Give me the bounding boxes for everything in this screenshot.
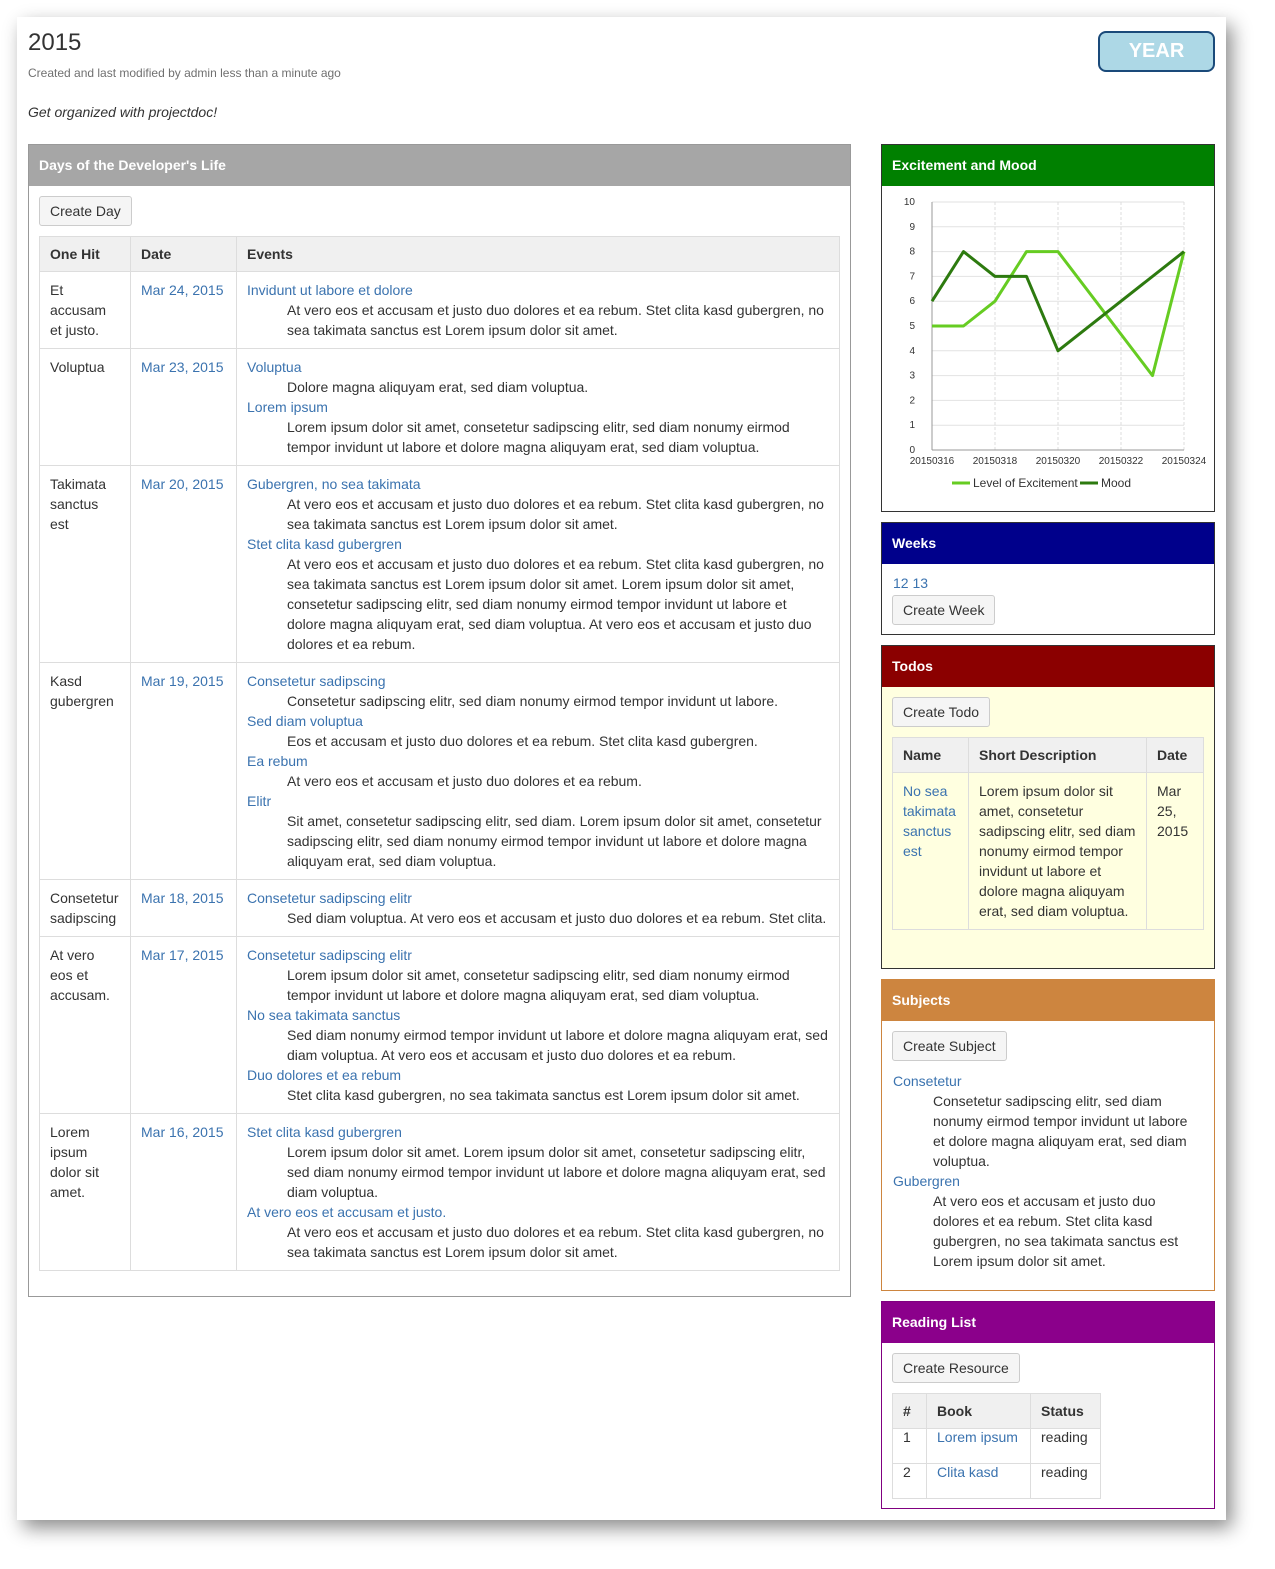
days-panel: [28, 144, 851, 1297]
y-tick-label: 5: [909, 321, 915, 332]
event-description: At vero eos et accusam et justo duo dolores et ea rebum. Stet clita kasd gubergren, no sea takimata sanctus est Lorem ipsum dolor sit amet.: [287, 302, 824, 338]
todo-name-link[interactable]: No sea takimata sanctus est: [903, 783, 956, 859]
event-description: Eos et accusam et justo duo dolores et ea rebum. Stet clita kasd gubergren.: [287, 733, 758, 749]
legend-label: Level of Excitement: [973, 476, 1078, 490]
table-row: [893, 773, 1204, 930]
one-hit-cell: Voluptua: [40, 349, 131, 466]
event-link[interactable]: Consetetur sadipscing elitr: [247, 947, 412, 963]
one-hit-cell: Lorem ipsum dolor sit amet.: [40, 1114, 131, 1271]
date-cell: [131, 1114, 237, 1271]
date-cell: [131, 880, 237, 937]
mood-chart: [882, 186, 1214, 511]
date-cell: [131, 349, 237, 466]
date-cell: [131, 663, 237, 880]
day-link[interactable]: Mar 16, 2015: [141, 1124, 224, 1140]
reading-panel: [881, 1301, 1215, 1509]
event-link[interactable]: Stet clita kasd gubergren: [247, 536, 402, 552]
y-tick-label: 4: [909, 345, 915, 357]
event-link[interactable]: Ea rebum: [247, 753, 308, 769]
event-link[interactable]: Sed diam voluptua: [247, 713, 363, 729]
y-tick-label: 6: [909, 296, 915, 308]
subject-description: Consetetur sadipscing elitr, sed diam nonumy eirmod tempor invidunt ut labore et dolore magna aliquyam erat, sed diam voluptua.: [933, 1093, 1188, 1169]
event-link[interactable]: Invidunt ut labore et dolore: [247, 282, 413, 298]
create-day-button[interactable]: Create Day: [39, 196, 132, 226]
create-subject-button[interactable]: Create Subject: [892, 1031, 1007, 1061]
create-todo-button[interactable]: Create Todo: [892, 697, 990, 727]
column-header-one-hit[interactable]: One Hit: [40, 237, 131, 272]
column-header-date[interactable]: Date: [131, 237, 237, 272]
table-row: [893, 1464, 1101, 1499]
y-tick-label: 9: [909, 221, 915, 233]
reading-row-number: 1: [893, 1429, 927, 1464]
event-description: At vero eos et accusam et justo duo dolores et ea rebum. Stet clita kasd gubergren, no sea takimata sanctus est Lorem ipsum dolor sit amet.: [287, 1224, 824, 1260]
events-cell: [237, 880, 840, 937]
event-description: At vero eos et accusam et justo duo dolores et ea rebum.: [287, 773, 642, 789]
table-row: [40, 349, 840, 466]
event-description: Lorem ipsum dolor sit amet. Lorem ipsum dolor sit amet, consetetur sadipscing elitr, sed diam nonumy eirmod tempor invidunt ut labore et dolore magna aliquyam erat, sed diam voluptua.: [287, 1144, 826, 1200]
reading-status: reading: [1031, 1464, 1101, 1499]
events-cell: [237, 1114, 840, 1271]
x-tick-label: 20150322: [1098, 456, 1144, 467]
weeks-panel-heading: Weeks: [882, 523, 1214, 564]
day-link[interactable]: Mar 17, 2015: [141, 947, 224, 963]
column-header-events[interactable]: Events: [237, 237, 840, 272]
x-tick-label: 20150316: [909, 456, 955, 467]
week-link[interactable]: 12: [893, 575, 909, 591]
table-row: [40, 466, 840, 663]
event-link[interactable]: Lorem ipsum: [247, 399, 328, 415]
weeks-panel: [881, 522, 1215, 635]
book-link[interactable]: Lorem ipsum: [937, 1429, 1018, 1445]
column-header-date[interactable]: Date: [1147, 738, 1204, 773]
todos-panel: [881, 645, 1215, 969]
day-link[interactable]: Mar 23, 2015: [141, 359, 224, 375]
todo-description: Lorem ipsum dolor sit amet, consetetur sadipscing elitr, sed diam nonumy eirmod tempor invidunt ut labore et dolore magna aliquyam erat, sed diam voluptua.: [969, 773, 1147, 930]
todos-table: [892, 737, 1204, 930]
event-description: Sed diam nonumy eirmod tempor invidunt ut labore et dolore magna aliquyam erat, sed diam voluptua. At vero eos et accusam et justo duo dolores et ea rebum.: [287, 1027, 828, 1063]
event-description: Consetetur sadipscing elitr, sed diam nonumy eirmod tempor invidunt ut labore.: [287, 693, 779, 709]
table-row: [40, 272, 840, 349]
page-tagline: Get organized with projectdoc!: [28, 104, 218, 120]
todo-date: Mar 25, 2015: [1147, 773, 1204, 930]
one-hit-cell: Kasd gubergren: [40, 663, 131, 880]
column-header-name[interactable]: Name: [893, 738, 969, 773]
y-tick-label: 8: [909, 246, 915, 258]
events-cell: [237, 349, 840, 466]
doctype-badge: YEAR: [1098, 31, 1215, 72]
event-description: Stet clita kasd gubergren, no sea takimata sanctus est Lorem ipsum dolor sit amet.: [287, 1087, 800, 1103]
event-description: At vero eos et accusam et justo duo dolores et ea rebum. Stet clita kasd gubergren, no sea takimata sanctus est Lorem ipsum dolor sit amet. Lorem ipsum dolor sit amet, consetetur sadipscing elitr, sed diam nonumy eirmod tempor invidunt ut labore et dolore magna aliquyam erat, sed diam voluptua. At vero eos et accusam et justo duo dolores et ea rebum.: [287, 556, 824, 652]
week-link[interactable]: 13: [912, 575, 929, 591]
event-link[interactable]: Elitr: [247, 793, 272, 809]
event-description: Lorem ipsum dolor sit amet, consetetur sadipscing elitr, sed diam nonumy eirmod tempor invidunt ut labore et dolore magna aliquyam erat, sed diam voluptua.: [287, 419, 790, 455]
one-hit-cell: Takimata sanctus est: [40, 466, 131, 663]
event-link[interactable]: Gubergren, no sea takimata: [247, 476, 421, 492]
table-row: [40, 937, 840, 1114]
create-week-button[interactable]: Create Week: [892, 595, 995, 625]
day-link[interactable]: Mar 19, 2015: [141, 673, 224, 689]
book-link[interactable]: Clita kasd: [937, 1464, 999, 1480]
event-description: Dolore magna aliquyam erat, sed diam voluptua.: [287, 379, 589, 395]
y-tick-label: 0: [909, 445, 915, 456]
y-tick-label: 1: [909, 420, 915, 432]
todos-panel-heading: Todos: [882, 646, 1214, 687]
one-hit-cell: Et accusam et justo.: [40, 272, 131, 349]
events-cell: [237, 466, 840, 663]
reading-status: reading: [1031, 1429, 1101, 1464]
x-tick-label: 20150318: [972, 456, 1018, 467]
subjects-panel-heading: Subjects: [882, 980, 1214, 1021]
day-link[interactable]: Mar 20, 2015: [141, 476, 224, 492]
reading-table: [892, 1393, 1101, 1499]
event-link[interactable]: Stet clita kasd gubergren: [247, 1124, 402, 1140]
y-tick-label: 3: [909, 370, 915, 382]
events-cell: [237, 272, 840, 349]
x-tick-label: 20150320: [1035, 456, 1081, 467]
subject-link[interactable]: Gubergren: [893, 1173, 960, 1189]
event-description: Sed diam voluptua. At vero eos et accusam et justo duo dolores et ea rebum. Stet clita.: [287, 910, 827, 926]
reading-row-number: 2: [893, 1464, 927, 1499]
event-link[interactable]: No sea takimata sanctus: [247, 1007, 401, 1023]
event-link[interactable]: Consetetur sadipscing elitr: [247, 890, 412, 906]
day-link[interactable]: Mar 18, 2015: [141, 890, 224, 906]
days-table: [39, 236, 840, 1271]
table-row: [40, 663, 840, 880]
event-description: Sit amet, consetetur sadipscing elitr, sed diam. Lorem ipsum dolor sit amet, consetetur sadipscing elitr, sed diam nonumy eirmod tempor invidunt ut labore et dolore magna aliquyam erat, sed diam voluptua.: [287, 813, 822, 869]
week-links: [893, 575, 928, 591]
column-header-status[interactable]: Status: [1031, 1394, 1101, 1429]
date-cell: [131, 272, 237, 349]
column-header-short-description[interactable]: Short Description: [969, 738, 1147, 773]
column-header-book[interactable]: Book: [927, 1394, 1031, 1429]
y-tick-label: 10: [903, 197, 915, 208]
page-title: 2015: [28, 29, 82, 56]
subject-link[interactable]: Consetetur: [893, 1073, 962, 1089]
event-description: Lorem ipsum dolor sit amet, consetetur sadipscing elitr, sed diam nonumy eirmod tempor invidunt ut labore et dolore magna aliquyam erat, sed diam voluptua.: [287, 967, 790, 1003]
event-link[interactable]: Voluptua: [247, 359, 302, 375]
subject-description: At vero eos et accusam et justo duo dolores et ea rebum. Stet clita kasd gubergren, no sea takimata sanctus est Lorem ipsum dolor sit amet.: [933, 1193, 1179, 1269]
one-hit-cell: At vero eos et accusam.: [40, 937, 131, 1114]
page-byline: Created and last modified by admin less than a minute ago: [28, 66, 341, 80]
one-hit-cell: Consetetur sadipscing: [40, 880, 131, 937]
subjects-list: [893, 1071, 1203, 1271]
y-tick-label: 2: [909, 395, 915, 407]
table-row: [893, 1429, 1101, 1464]
subjects-panel: [881, 979, 1215, 1291]
event-link[interactable]: Duo dolores et ea rebum: [247, 1067, 402, 1083]
reading-panel-heading: Reading List: [882, 1302, 1214, 1343]
events-cell: [237, 937, 840, 1114]
event-link[interactable]: At vero eos et accusam et justo.: [247, 1204, 447, 1220]
event-link[interactable]: Consetetur sadipscing: [247, 673, 386, 689]
create-resource-button[interactable]: Create Resource: [892, 1353, 1020, 1383]
date-cell: [131, 937, 237, 1114]
events-cell: [237, 663, 840, 880]
page: [17, 17, 1226, 1520]
table-row: [40, 1114, 840, 1271]
day-link[interactable]: Mar 24, 2015: [141, 282, 224, 298]
mood-panel-heading: Excitement and Mood: [882, 145, 1214, 186]
mood-panel: [881, 144, 1215, 512]
column-header-number[interactable]: #: [893, 1394, 927, 1429]
days-panel-heading: Days of the Developer's Life: [29, 145, 850, 186]
legend-label: Mood: [1101, 476, 1132, 490]
event-description: At vero eos et accusam et justo duo dolores et ea rebum. Stet clita kasd gubergren, no sea takimata sanctus est Lorem ipsum dolor sit amet.: [287, 496, 824, 532]
y-tick-label: 7: [909, 271, 915, 283]
date-cell: [131, 466, 237, 663]
table-row: [40, 880, 840, 937]
x-tick-label: 20150324: [1161, 456, 1207, 467]
